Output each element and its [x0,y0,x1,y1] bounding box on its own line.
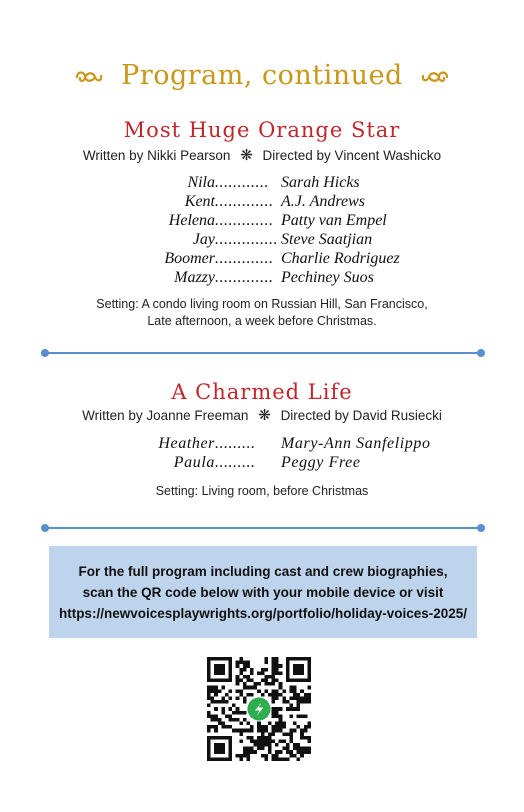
play2-director: Directed by David Rusiecki [280,408,442,423]
play1-cast-list [0,173,524,287]
cast-role: Paula [173,454,215,471]
asterisk-separator-icon: ❋ [240,147,253,164]
cast-row [0,434,524,453]
play2-setting: Setting: Living room, before Christmas [155,484,369,498]
play2-writer: Written by Joanne Freeman [82,408,249,423]
cast-actor: Steve Saatjian [281,231,373,248]
dot-leader: ............ [215,174,269,191]
cast-role: Heather [158,435,215,452]
cast-role: Mazzy [174,269,215,286]
cast-actor: A.J. Andrews [281,193,365,210]
dot-leader: ............. [215,212,274,229]
cast-row [0,453,524,472]
page-title: Program, continued [121,60,403,91]
dot-leader: ......... [215,435,256,452]
cast-role: Boomer [164,250,215,267]
cast-row [0,230,524,249]
cast-role: Nila [187,174,215,191]
cast-row [0,192,524,211]
cast-row [0,211,524,230]
info-line-1: For the full program including cast and crew biographies, [78,564,448,579]
asterisk-separator-icon: ❋ [258,407,271,424]
play1-director: Directed by Vincent Washicko [262,148,442,163]
cast-row [0,268,524,287]
play1-setting [0,296,524,330]
info-line-2: scan the QR code below with your mobile device or visit [82,585,444,600]
section-divider [44,352,482,354]
dot-leader: .............. [215,231,278,248]
dot-leader: ............. [215,193,274,210]
play1-credits [0,146,524,164]
cast-role: Jay [192,231,215,248]
cast-role: Kent [184,193,215,210]
info-box [49,546,477,638]
cast-role: Helena [168,212,215,229]
program-url-link[interactable]: https://newvoicesplaywrights.org/portfolio/holiday-voices-2025/ [58,606,468,621]
cast-actor: Peggy Free [281,454,361,471]
play2-credits [0,406,524,424]
cast-row [0,173,524,192]
cast-actor: Pechiney Suos [281,269,374,286]
dot-leader: ......... [215,454,256,471]
dot-leader: ............. [215,269,274,286]
cast-actor: Sarah Hicks [281,174,360,191]
qr-code-icon[interactable] [207,657,311,761]
play2-title: A Charmed Life [171,380,353,404]
play1-writer: Written by Nikki Pearson [82,148,231,163]
ornament-swirl-left-icon [74,67,104,87]
section-divider [44,527,482,529]
dot-leader: ............. [215,250,274,267]
play1-title: Most Huge Orange Star [123,118,401,142]
ornament-swirl-right-icon [420,67,450,87]
cast-actor: Charlie Rodriguez [281,250,400,267]
play2-cast-list [0,434,524,472]
cast-row [0,249,524,268]
cast-actor: Mary-Ann Sanfelippo [281,435,431,452]
play1-setting-line1: Setting: A condo living room on Russian Hill, San Francisco, [96,297,428,311]
cast-actor: Patty van Empel [281,212,387,229]
play1-setting-line2: Late afternoon, a week before Christmas. [147,314,377,328]
page-header [0,60,524,91]
